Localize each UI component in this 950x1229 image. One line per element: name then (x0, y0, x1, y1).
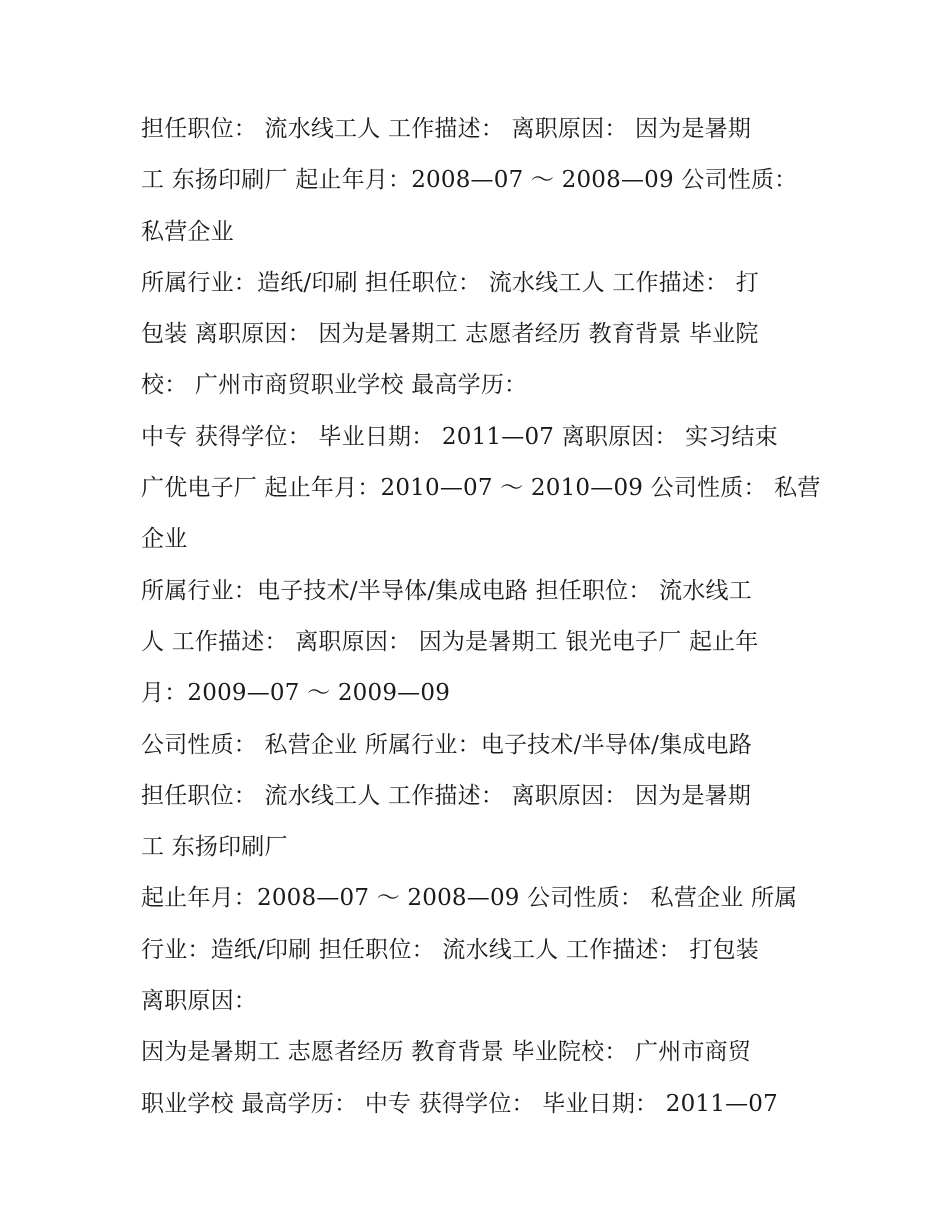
text-line: 因为是暑期工 志愿者经历 教育背景 毕业院校： 广州市商贸 (141, 1039, 752, 1066)
text-line: 担任职位： 流水线工人 工作描述： 离职原因： 因为是暑期 (141, 116, 752, 142)
text-line: 起止年月：2008—07 ～ 2008—09 公司性质： 私营企业 所属 (141, 885, 798, 912)
text-line: 职业学校 最高学历： 中专 获得学位： 毕业日期： 2011—07 (141, 1090, 778, 1117)
text-line: 担任职位： 流水线工人 工作描述： 离职原因： 因为是暑期 (141, 782, 752, 809)
text-line: 广优电子厂 起止年月：2010—07 ～ 2010—09 公司性质： 私营 (141, 475, 821, 502)
text-line: 所属行业：电子技术/半导体/集成电路 担任职位： 流水线工 (141, 577, 752, 604)
text-line: 私营企业 (141, 218, 234, 245)
text-line: 校： 广州市商贸职业学校 最高学历： (141, 372, 528, 399)
document-body (141, 104, 821, 1130)
text-line: 月：2009—07 ～ 2009—09 (141, 680, 451, 707)
text-line: 工 东扬印刷厂 起止年月：2008—07 ～ 2008—09 公司性质： (141, 167, 798, 194)
text-line: 所属行业：造纸/印刷 担任职位： 流水线工人 工作描述： 打 (141, 269, 759, 296)
text-line: 行业：造纸/印刷 担任职位： 流水线工人 工作描述： 打包装 (141, 936, 759, 963)
text-line: 中专 获得学位： 毕业日期： 2011—07 离职原因： 实习结束 (141, 423, 778, 450)
text-line: 工 东扬印刷厂 (141, 834, 288, 861)
text-line: 人 工作描述： 离职原因： 因为是暑期工 银光电子厂 起止年 (141, 628, 759, 655)
text-line: 离职原因： (141, 988, 257, 1015)
text-line: 包装 离职原因： 因为是暑期工 志愿者经历 教育背景 毕业院 (141, 321, 759, 348)
text-line: 企业 (141, 526, 188, 553)
text-line: 公司性质： 私营企业 所属行业：电子技术/半导体/集成电路 (141, 731, 752, 758)
